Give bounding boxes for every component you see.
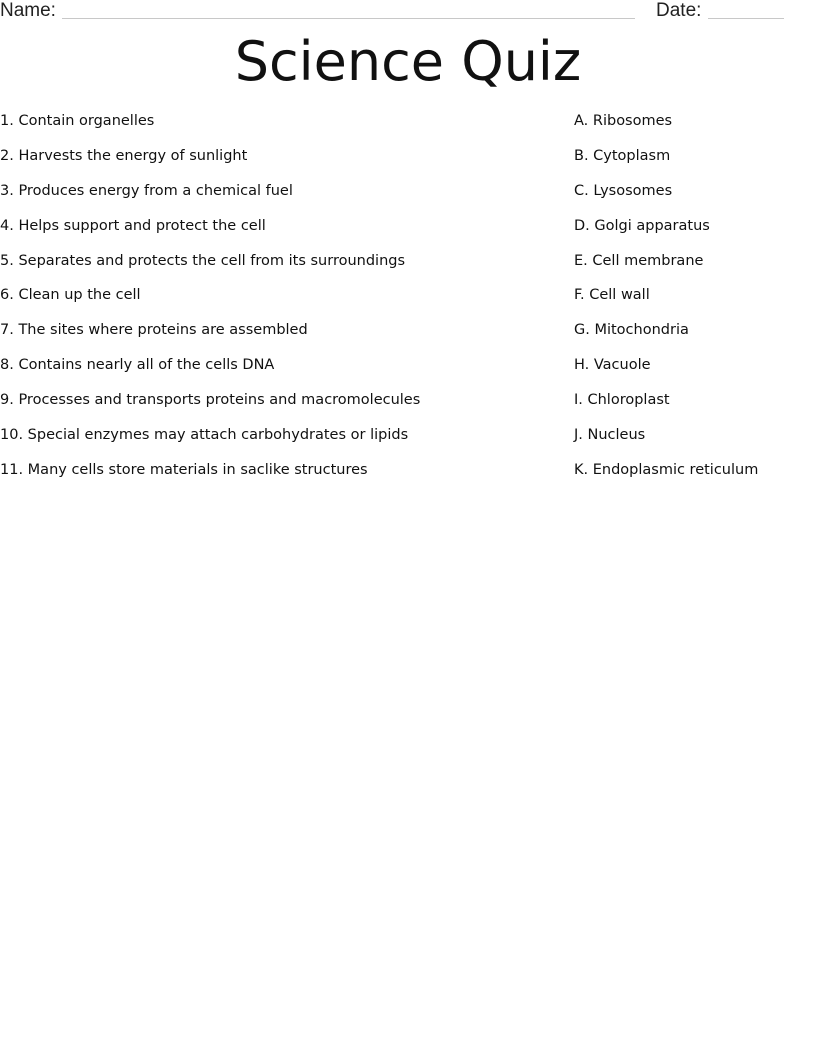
answer-item: B. Cytoplasm [574, 147, 671, 164]
answer-item: G. Mitochondria [574, 322, 689, 339]
answer-item: C. Lysosomes [574, 182, 673, 199]
question-item: 1. Contain organelles [0, 113, 155, 129]
question-item: 7. The sites where proteins are assembled [0, 322, 308, 339]
page-title: Science Quiz [234, 30, 582, 93]
answer-item: I. Chloroplast [574, 392, 670, 409]
answer-item: D. Golgi apparatus [574, 217, 710, 234]
question-item: 8. Contains nearly all of the cells DNA [0, 357, 275, 374]
date-blank-line[interactable] [708, 18, 784, 19]
question-item: 5. Separates and protects the cell from its surroundings [0, 252, 406, 269]
date-label: Date: [656, 0, 702, 21]
question-item: 4. Helps support and protect the cell [0, 217, 266, 234]
question-item: 9. Processes and transports proteins and macromolecules [0, 392, 421, 409]
answer-item: F. Cell wall [574, 287, 650, 304]
answer-item: H. Vacuole [574, 357, 651, 374]
question-list [0, 111, 540, 495]
question-item: 11. Many cells store materials in saclike structures [0, 461, 368, 478]
answer-item: K. Endoplasmic reticulum [574, 461, 759, 478]
answer-item: A. Ribosomes [574, 113, 673, 129]
question-item: 10. Special enzymes may attach carbohydrates or lipids [0, 427, 409, 444]
answer-item: E. Cell membrane [574, 252, 704, 269]
answer-item: J. Nucleus [574, 427, 646, 444]
name-label: Name: [0, 0, 56, 21]
question-item: 6. Clean up the cell [0, 287, 141, 304]
name-blank-line[interactable] [62, 18, 635, 19]
header-row [0, 0, 816, 24]
question-item: 2. Harvests the energy of sunlight [0, 147, 248, 164]
answer-list [574, 111, 814, 495]
question-item: 3. Produces energy from a chemical fuel [0, 182, 293, 199]
